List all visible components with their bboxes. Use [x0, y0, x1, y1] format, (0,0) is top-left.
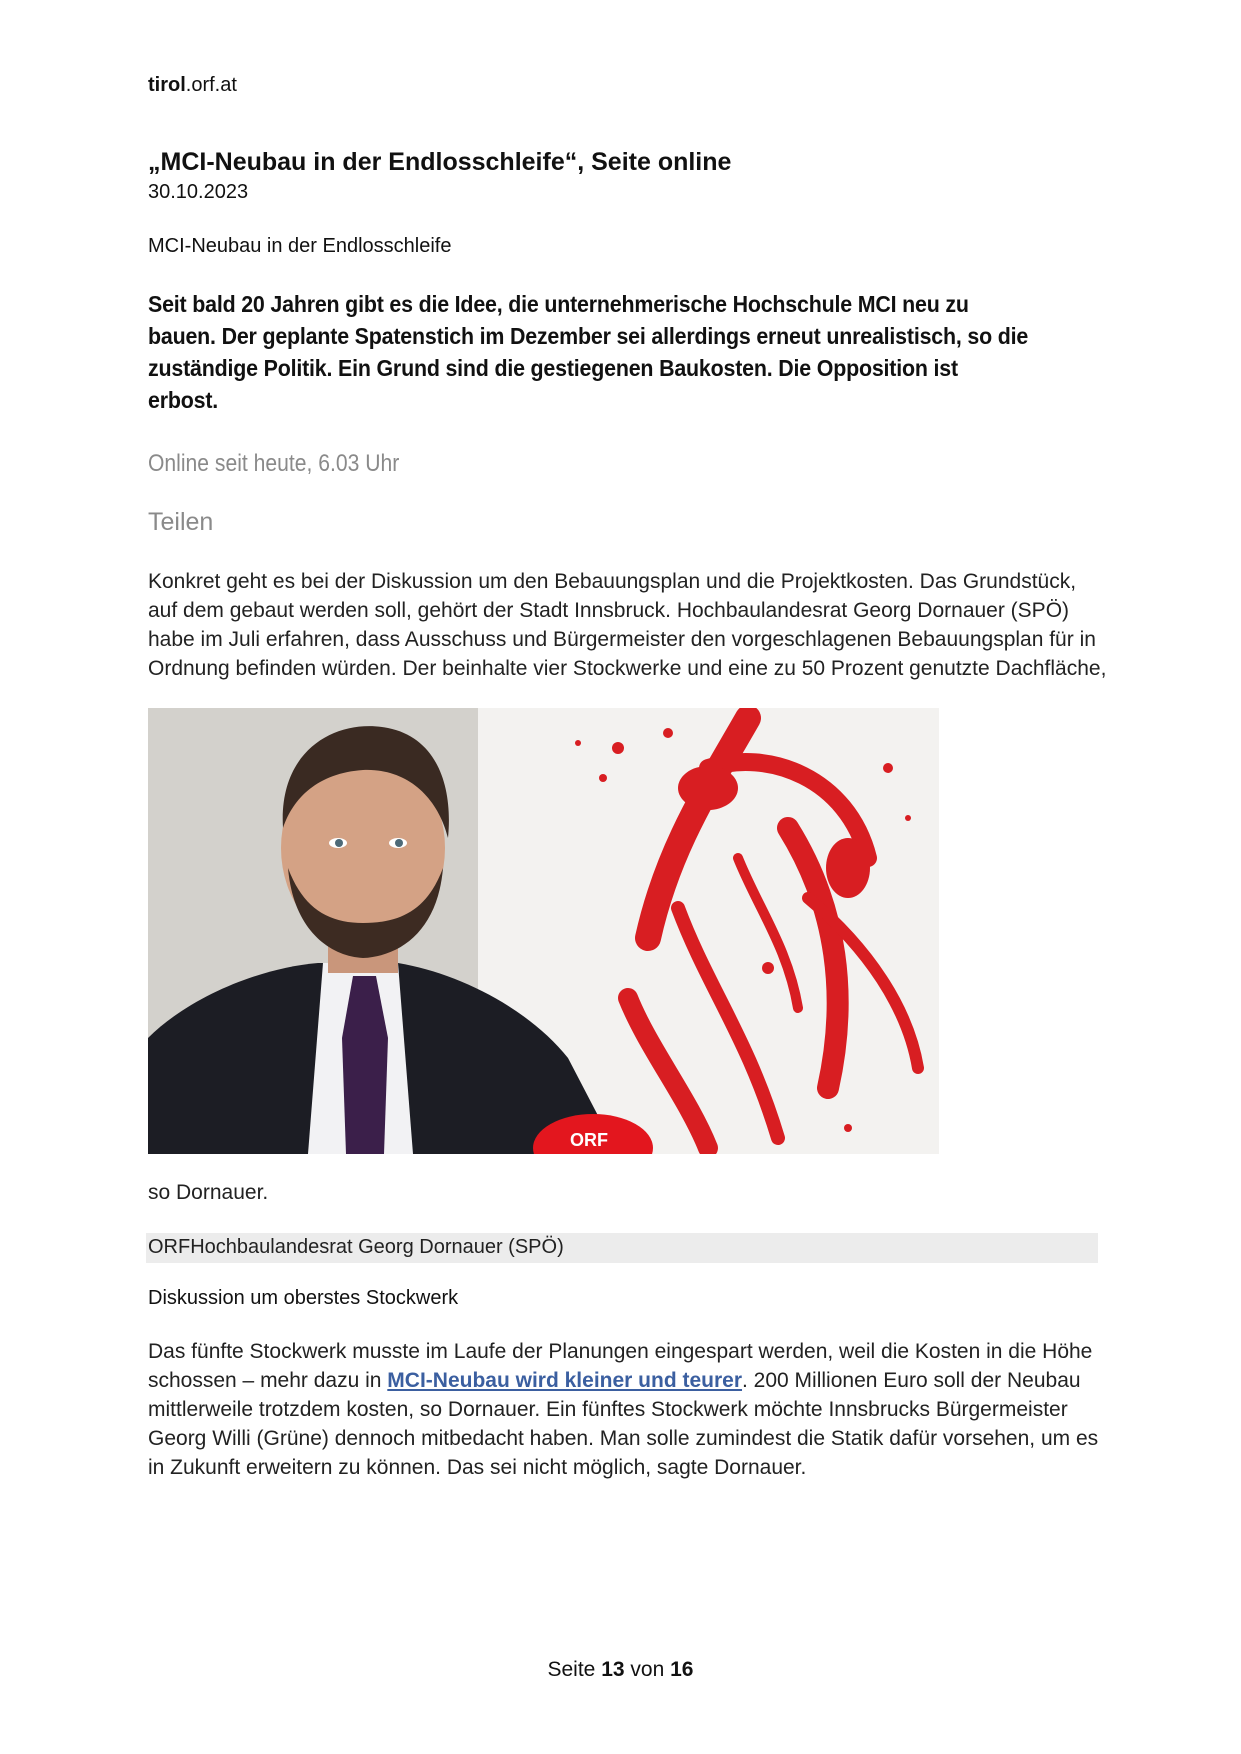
- source-site-bold: tirol: [148, 74, 186, 96]
- share-link[interactable]: Teilen: [148, 508, 214, 536]
- paragraph-1-end: so Dornauer.: [148, 1181, 269, 1204]
- paragraph-2-after: . 200 Millionen Euro soll der Neubau mittlerweile trotzdem kosten, so Dornauer. Ein fünftes Stockwerk möchte Innsbrucks Bürgermeister Georg Willi (Grüne) dennoch mitbedacht haben. Man solle zumindest die Statik dafür vorsehen, um es in Zukunft erweitern zu können. Das sei nicht möglich, sagte Dornauer.: [148, 1369, 1099, 1479]
- article-kicker: MCI-Neubau in der Endlosschleife: [148, 235, 452, 257]
- page-footer: [0, 1658, 1241, 1682]
- paragraph-2: [148, 1337, 1108, 1482]
- photo-caption: ORFHochbaulandesrat Georg Dornauer (SPÖ): [148, 1236, 564, 1258]
- footer-page-word: Seite: [547, 1658, 596, 1681]
- page-title: „MCI-Neubau in der Endlosschleife“, Seite online: [148, 148, 732, 176]
- related-article-link[interactable]: MCI-Neubau wird kleiner und teurer: [387, 1369, 743, 1392]
- subheading: Diskussion um oberstes Stockwerk: [148, 1287, 459, 1309]
- article-lead: Seit bald 20 Jahren gibt es die Idee, die unternehmerische Hochschule MCI neu zu bauen. Der geplante Spatenstich im Dezember sei allerdings erneut unrealistisch, so die zuständige Politik. Ein Grund sind die gestiegenen Baukosten. Die Opposition ist erbost.: [148, 291, 1029, 413]
- photo-illustration: [148, 708, 939, 1154]
- article-photo: [148, 708, 939, 1154]
- article-date: 30.10.2023: [148, 181, 249, 203]
- online-since: Online seit heute, 6.03 Uhr: [148, 450, 400, 477]
- paragraph-1: Konkret geht es bei der Diskussion um den Bebauungsplan und die Projektkosten. Das Grundstück, auf dem gebaut werden soll, gehört der Stadt Innsbruck. Hochbaulandesrat Georg Dornauer (SPÖ) habe im Juli erfahren, dass Ausschuss und Bürgermeister den vorgeschlagenen Bebauungsplan für in Ordnung befinden würden. Der beinhalte vier Stockwerke und eine zu 50 Prozent genutzte Dachfläche,: [148, 570, 1107, 680]
- footer-page-total: 16: [670, 1658, 694, 1681]
- source-site-rest: .orf.at: [185, 74, 237, 96]
- footer-page-current: 13: [601, 1658, 625, 1681]
- source-site: [148, 74, 237, 97]
- microphone-label: ORF: [570, 1130, 608, 1150]
- footer-of-word: von: [630, 1658, 665, 1681]
- paragraph-2-before: Das fünfte Stockwerk musste im Laufe der Planungen eingespart werden, weil die Kosten in die Höhe schossen – mehr dazu in: [148, 1340, 1093, 1392]
